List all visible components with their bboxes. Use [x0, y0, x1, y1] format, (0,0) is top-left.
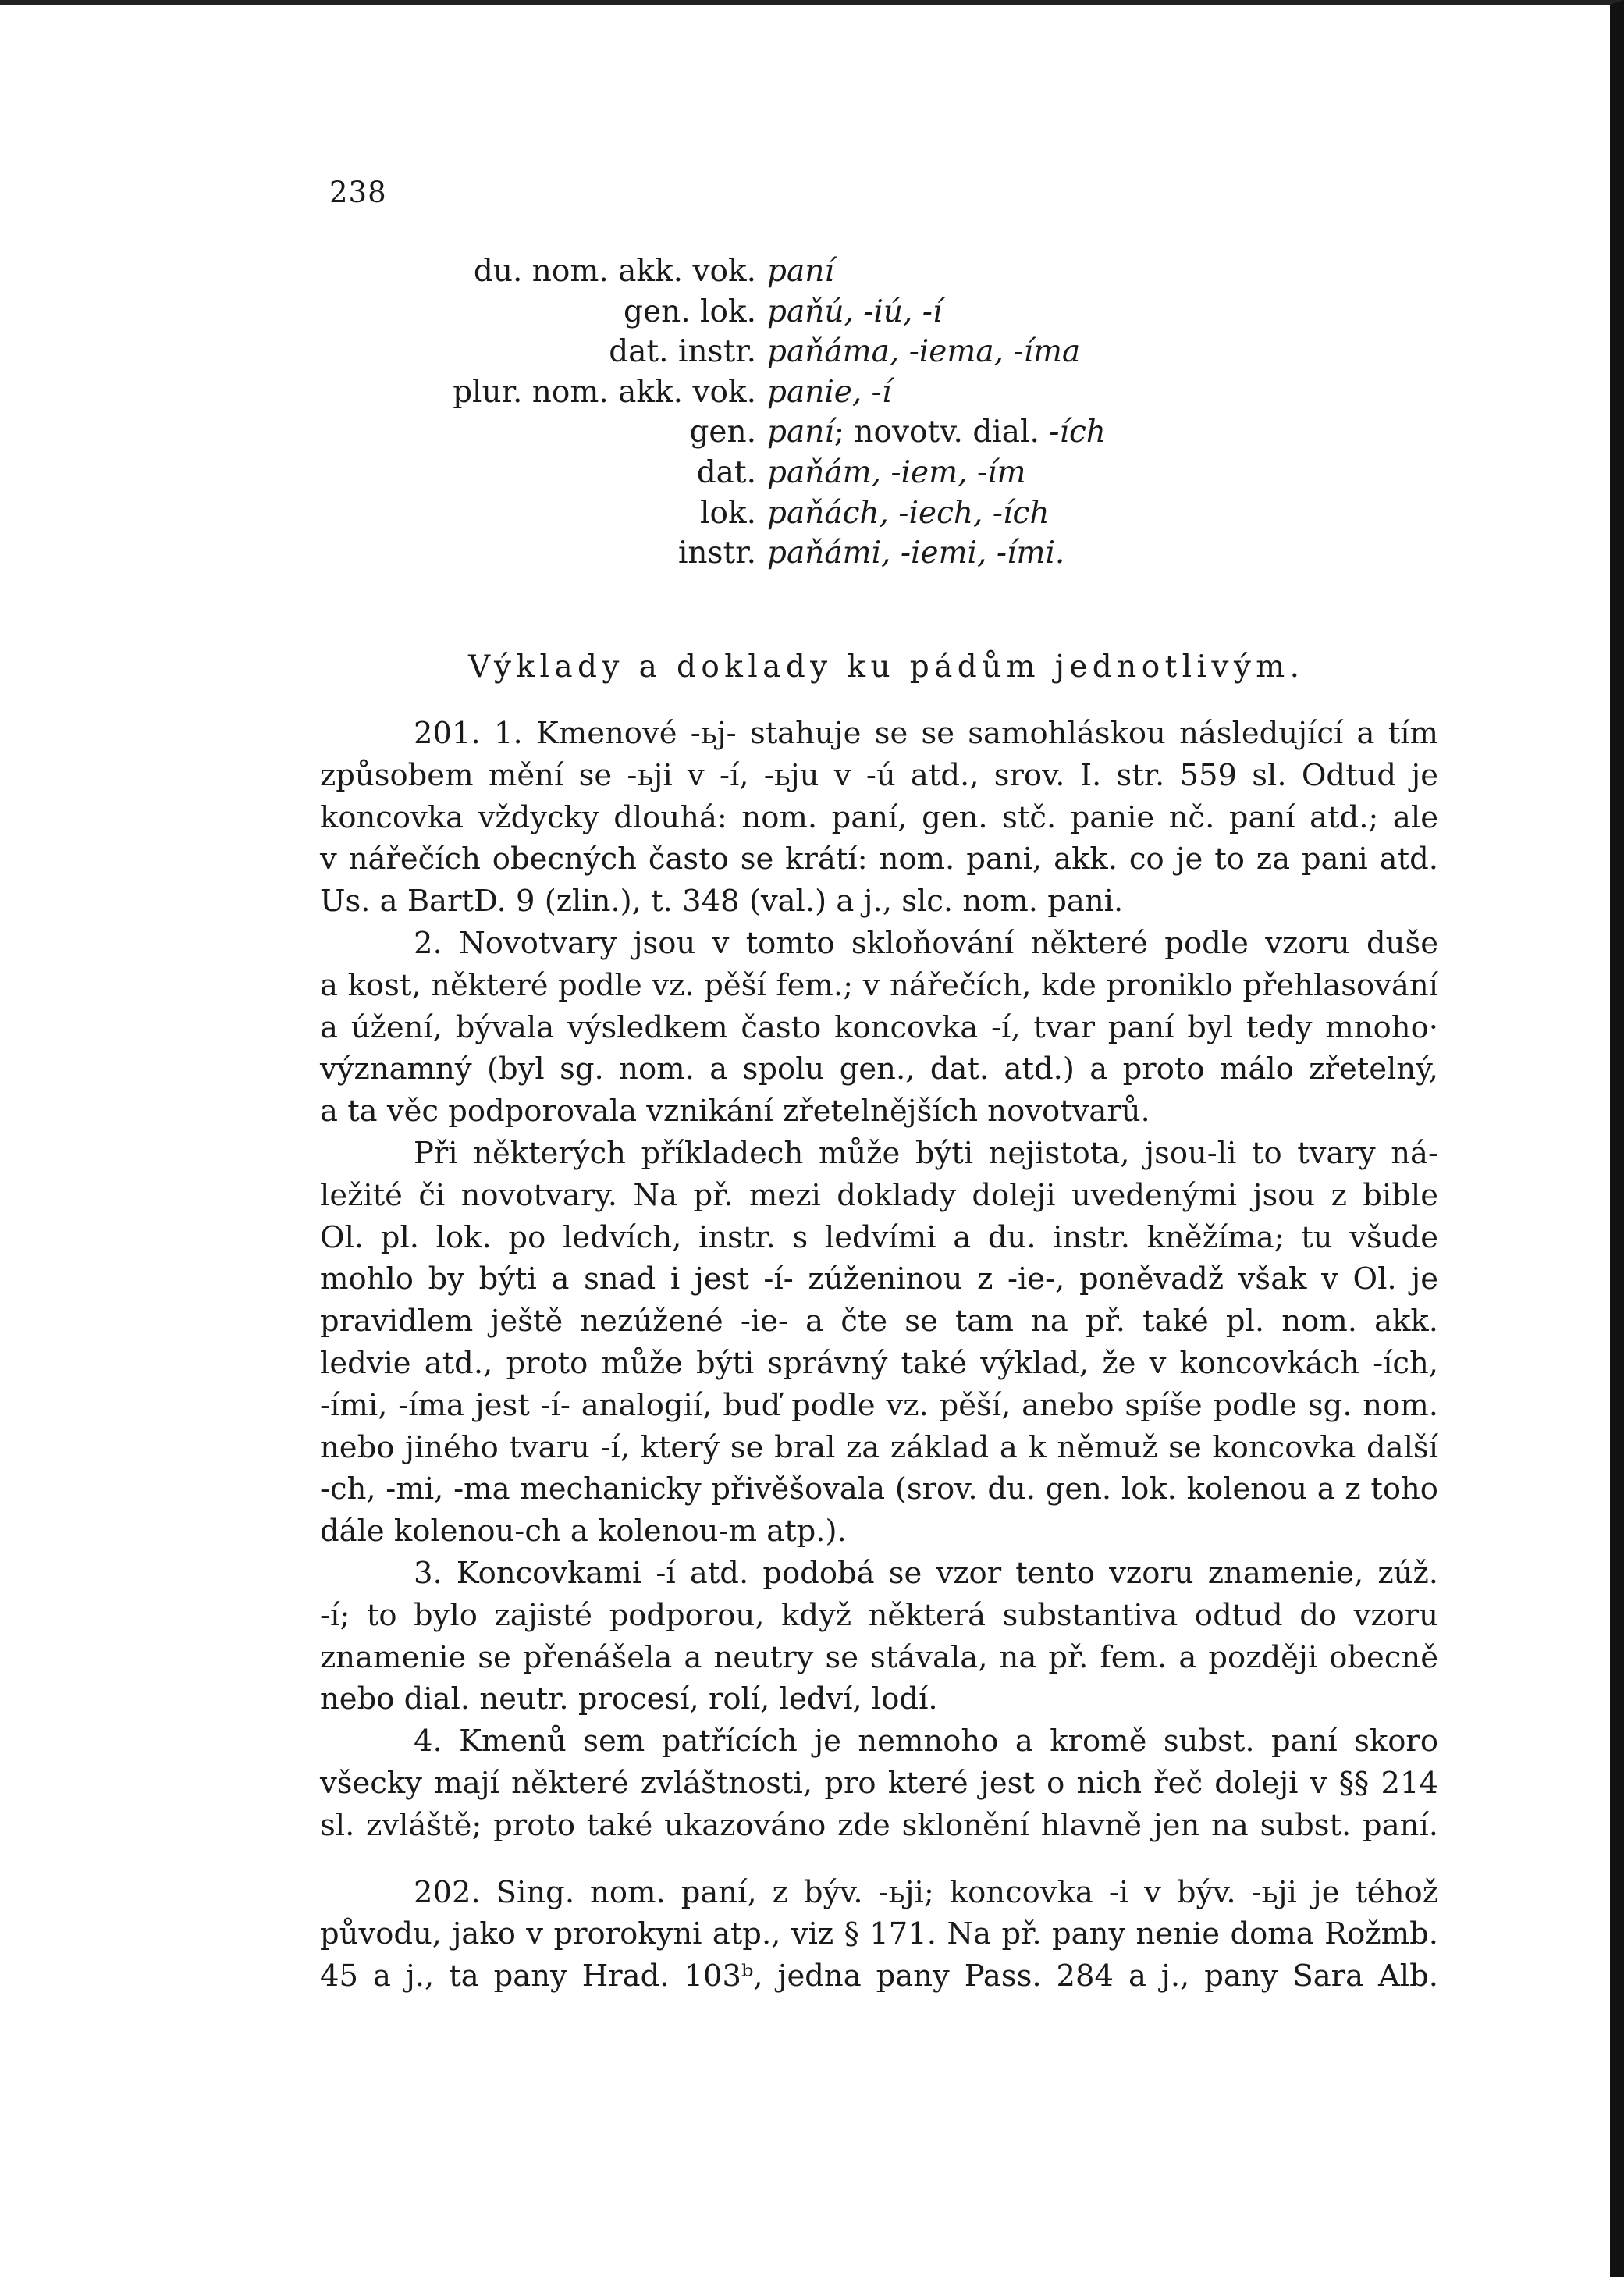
dialect-form: -ích: [1049, 414, 1106, 450]
text-line: a kost, některé podle vz. pěší fem.; v nářečích, kde proniklo přehlasování: [320, 967, 1438, 1003]
case-forms: paňách, -iech, -ích: [767, 495, 1050, 531]
text-line: ledvie atd., proto může býti správný také výklad, že v koncovkách -ích,: [320, 1345, 1438, 1381]
text-line: koncovka vždycky dlouhá: nom. paní, gen. stč. panie nč. paní atd.; ale: [320, 799, 1438, 835]
declension-paradigm: [328, 251, 1264, 574]
case-forms: paňú, -iú, -í: [767, 294, 943, 329]
paradigm-row: [328, 453, 1264, 493]
case-label: dat.: [696, 454, 756, 490]
text-line: -í; to bylo zajisté podporou, když některá substantiva odtud do vzoru: [320, 1597, 1438, 1633]
text-line: a ta věc podporovala vznikání zřetelnějších novotvarů.: [320, 1094, 1150, 1130]
case-forms: panie, -í: [767, 374, 892, 410]
paradigm-row: [328, 292, 1264, 333]
text-line: 45 a j., ta pany Hrad. 103ᵇ, jedna pany Pass. 284 a j., pany Sara Alb.: [320, 1959, 1438, 1994]
text-line: nebo jiného tvaru -í, který se bral za základ a k němuž se koncovka další: [320, 1429, 1438, 1465]
text-line: Ol. pl. lok. po ledvích, instr. s ledvími a du. instr. kněžíma; tu všude: [320, 1219, 1438, 1255]
text-line: dále kolenou-ch a kolenou-m atp.).: [320, 1514, 847, 1549]
text-line: 4. Kmenů sem patřících je nemnoho a kromě subst. paní skoro: [414, 1724, 1438, 1759]
paradigm-row: [328, 251, 1264, 292]
case-forms: paňáma, -iema, -íma: [767, 334, 1081, 370]
body-text: [320, 713, 1438, 1998]
paradigm-row: [328, 372, 1264, 413]
text-line: 202. Sing. nom. paní, z býv. -ьji; koncovka -i v býv. -ьji je téhož: [414, 1874, 1438, 1910]
paradigm-row: [328, 412, 1264, 453]
case-forms: [767, 412, 1106, 453]
section-heading: Výklady a doklady ku pádům jednotlivým.: [468, 649, 1305, 685]
text-line: mohlo by býti a snad i jest -í- zúženinou z -ie-, poněvadž však v Ol. je: [320, 1261, 1438, 1297]
text-line: Us. a BartD. 9 (zlin.), t. 348 (val.) a j., slc. nom. pani.: [320, 884, 1124, 920]
case-label: du. nom. akk. vok.: [473, 254, 756, 289]
text-line: původu, jako v prorokyni atp., viz § 171. Na př. pany nenie doma Rožmb.: [320, 1916, 1438, 1952]
dialect-note: ; novotv. dial.: [833, 414, 1050, 450]
case-label: lok.: [700, 495, 756, 531]
text-line: ležité či novotvary. Na př. mezi doklady doleji uvedenými jsou z bible: [320, 1177, 1438, 1213]
case-label: dat. instr.: [609, 334, 756, 370]
text-line: způsobem mění se -ьji v -í, -ьju v -ú atd., srov. I. str. 559 sl. Odtud je: [320, 757, 1438, 793]
page-number: 238: [329, 176, 387, 209]
text-line: nebo dial. neutr. procesí, rolí, ledví, lodí.: [320, 1681, 938, 1717]
case-forms: paňám, -iem, -ím: [767, 454, 1026, 490]
text-line: 2. Novotvary jsou v tomto skloňování některé podle vzoru duše: [414, 925, 1438, 961]
text-line: -ími, -íma jest -í- analogií, buď podle vz. pěší, anebo spíše podle sg. nom.: [320, 1387, 1438, 1423]
text-line: a úžení, bývala výsledkem často koncovka -í, tvar paní byl tedy mnoho·: [320, 1009, 1438, 1045]
text-line: v nářečích obecných často se krátí: nom. pani, akk. co je to za pani atd.: [320, 841, 1438, 877]
paradigm-row: [328, 533, 1264, 574]
case-label: plur. nom. akk. vok.: [453, 374, 756, 410]
text-line: znamenie se přenášela a neutry se stávala, na př. fem. a později obecně: [320, 1639, 1438, 1675]
text-line: 201. 1. Kmenové -ьj- stahuje se se samohláskou následující a tím: [414, 716, 1438, 751]
case-label: gen. lok.: [624, 294, 756, 329]
text-line: pravidlem ještě nezúžené -ie- a čte se tam na př. také pl. nom. akk.: [320, 1304, 1438, 1340]
paradigm-row: [328, 493, 1264, 534]
form-pani: paní: [767, 414, 834, 450]
case-forms: paňámi, -iemi, -ími.: [767, 535, 1065, 571]
paradigm-row: [328, 332, 1264, 372]
text-line: Při některých příkladech může býti nejistota, jsou-li to tvary ná-: [414, 1135, 1438, 1171]
text-line: významný (byl sg. nom. a spolu gen., dat. atd.) a proto málo zřetelný,: [320, 1051, 1438, 1087]
text-line: sl. zvláště; proto také ukazováno zde sklonění hlavně jen na subst. paní.: [320, 1807, 1438, 1843]
case-label: gen.: [689, 414, 756, 450]
text-line: -ch, -mi, -ma mechanicky přivěšovala (srov. du. gen. lok. kolenou a z toho: [320, 1471, 1438, 1507]
case-forms: paní: [767, 254, 834, 289]
text-line: všecky mají některé zvláštnosti, pro které jest o nich řeč doleji v §§ 214: [320, 1765, 1438, 1801]
case-label: instr.: [677, 535, 756, 571]
text-line: 3. Koncovkami -í atd. podobá se vzor tento vzoru znamenie, zúž.: [414, 1555, 1438, 1591]
